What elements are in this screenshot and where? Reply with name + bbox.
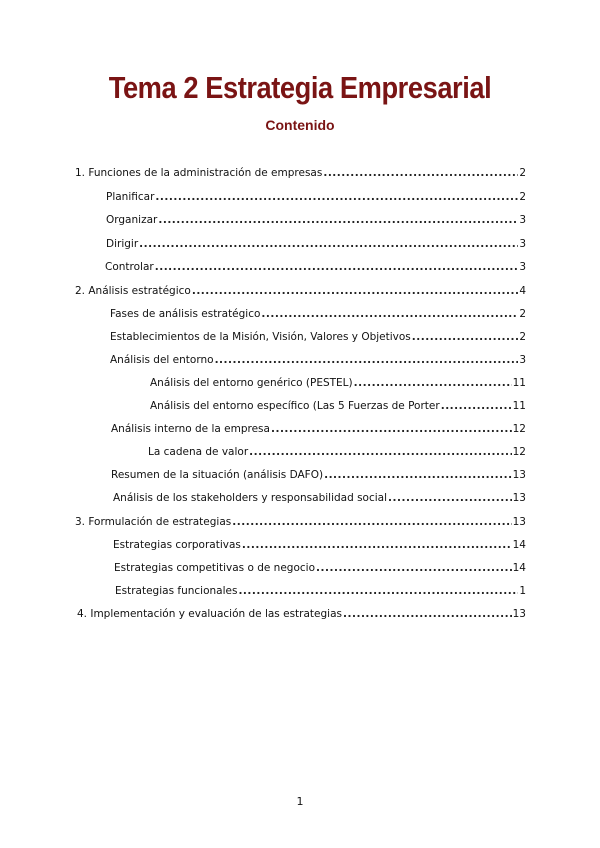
dot-leader bbox=[232, 515, 511, 529]
toc-entry-page: 1 bbox=[519, 585, 526, 597]
toc-entry-dafo[interactable] bbox=[111, 468, 526, 482]
toc-entry-page: 12 bbox=[512, 446, 526, 458]
toc-entry-label: Análisis del entorno genérico (PESTEL) bbox=[150, 377, 353, 389]
toc-entry-label: Establecimientos de la Misión, Visión, Valores y Objetivos bbox=[110, 331, 411, 343]
toc-entry-label: Análisis de los stakeholders y responsabilidad social bbox=[113, 492, 388, 504]
toc-entry-label: Controlar bbox=[105, 261, 154, 273]
toc-entry-label: La cadena de valor bbox=[148, 446, 249, 458]
toc-entry-page: 3 bbox=[519, 238, 526, 250]
toc-entry-page: 13 bbox=[512, 516, 526, 528]
toc-entry-label: Planificar bbox=[106, 191, 155, 203]
toc-entry-funciones[interactable] bbox=[75, 166, 526, 180]
toc-entry-page: 14 bbox=[512, 562, 526, 574]
toc-entry-label: Estrategias funcionales bbox=[115, 585, 238, 597]
dot-leader bbox=[192, 284, 518, 298]
dot-leader bbox=[155, 260, 519, 274]
toc-entry-competitivas[interactable] bbox=[114, 561, 526, 575]
toc-entry-page: 13 bbox=[512, 469, 526, 481]
toc-entry-label: Fases de análisis estratégico bbox=[110, 308, 261, 320]
toc-entry-page: 13 bbox=[512, 608, 526, 620]
dot-leader bbox=[242, 538, 512, 552]
toc-entry-label: 3. Formulación de estrategias bbox=[75, 516, 232, 528]
toc-entry-analisis-entorno[interactable] bbox=[110, 353, 526, 367]
toc-entry-corporativas[interactable] bbox=[113, 538, 526, 552]
toc-entry-page: 4 bbox=[519, 285, 526, 297]
toc-entry-page: 2 bbox=[519, 191, 526, 203]
dot-leader bbox=[139, 237, 518, 251]
dot-leader bbox=[316, 561, 512, 575]
toc-entry-label: 4. Implementación y evaluación de las estrategias bbox=[77, 608, 342, 620]
toc-entry-organizar[interactable] bbox=[106, 213, 526, 227]
toc-heading: Contenido bbox=[265, 117, 335, 133]
toc-entry-label: Resumen de la situación (análisis DAFO) bbox=[111, 469, 324, 481]
toc-entry-label: Dirigir bbox=[106, 238, 139, 250]
dot-leader bbox=[324, 468, 512, 482]
toc-entry-label: Análisis del entorno específico (Las 5 Fuerzas de Porter bbox=[150, 400, 440, 412]
dot-leader bbox=[323, 166, 518, 180]
toc-entry-analisis-estrategico[interactable] bbox=[75, 284, 526, 298]
toc-entry-page: 2 bbox=[519, 308, 526, 320]
page-number: 1 bbox=[296, 795, 304, 808]
document-title: Tema 2 Estrategia Empresarial bbox=[108, 70, 492, 105]
dot-leader bbox=[343, 607, 512, 621]
dot-leader bbox=[271, 422, 512, 436]
toc-entry-page: 3 bbox=[519, 214, 526, 226]
toc-entry-page: 2 bbox=[519, 331, 526, 343]
dot-leader bbox=[388, 491, 512, 505]
dot-leader bbox=[238, 584, 518, 598]
toc-entry-mision-vision[interactable] bbox=[110, 330, 526, 344]
dot-leader bbox=[215, 353, 519, 367]
toc-entry-page: 14 bbox=[512, 539, 526, 551]
toc-entry-formulacion[interactable] bbox=[75, 515, 526, 529]
dot-leader bbox=[261, 307, 518, 321]
toc-entry-label: 1. Funciones de la administración de empresas bbox=[75, 167, 323, 179]
toc-entry-cadena-valor[interactable] bbox=[148, 445, 526, 459]
toc-entry-label: Análisis interno de la empresa bbox=[111, 423, 270, 435]
toc-entry-page: 12 bbox=[512, 423, 526, 435]
toc-entry-planificar[interactable] bbox=[106, 190, 526, 204]
toc-entry-fases[interactable] bbox=[110, 307, 526, 321]
toc-entry-controlar[interactable] bbox=[105, 260, 526, 274]
toc-entry-label: Análisis del entorno bbox=[110, 354, 214, 366]
toc-entry-pestel[interactable] bbox=[150, 376, 526, 390]
dot-leader bbox=[249, 445, 511, 459]
toc-entry-page: 2 bbox=[519, 167, 526, 179]
dot-leader bbox=[155, 190, 518, 204]
toc-entry-porter[interactable] bbox=[150, 399, 526, 413]
toc-entry-label: Estrategias corporativas bbox=[113, 539, 241, 551]
toc-entry-page: 3 bbox=[519, 354, 526, 366]
dot-leader bbox=[441, 399, 512, 413]
toc-entry-label: Organizar bbox=[106, 214, 158, 226]
toc-entry-label: 2. Análisis estratégico bbox=[75, 285, 191, 297]
dot-leader bbox=[412, 330, 519, 344]
dot-leader bbox=[158, 213, 518, 227]
toc-entry-page: 3 bbox=[519, 261, 526, 273]
toc-entry-label: Estrategias competitivas o de negocio bbox=[114, 562, 315, 574]
toc-entry-dirigir[interactable] bbox=[106, 237, 526, 251]
toc-entry-funcionales[interactable] bbox=[115, 584, 526, 598]
toc-entry-stakeholders[interactable] bbox=[113, 491, 526, 505]
toc-entry-page: 13 bbox=[512, 492, 526, 504]
toc-entry-implementacion[interactable] bbox=[77, 607, 526, 621]
toc-entry-page: 11 bbox=[512, 377, 526, 389]
toc-entry-page: 11 bbox=[512, 400, 526, 412]
toc-entry-analisis-interno[interactable] bbox=[111, 422, 526, 436]
dot-leader bbox=[354, 376, 512, 390]
